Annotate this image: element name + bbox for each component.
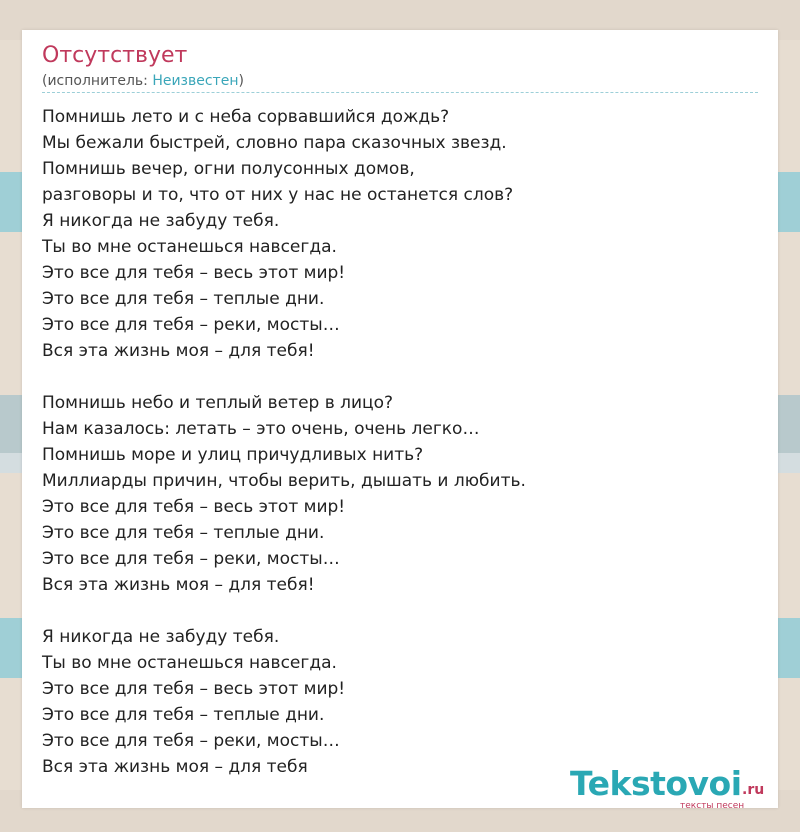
artist-line bbox=[42, 72, 244, 90]
artist-link[interactable]: Неизвестен bbox=[152, 73, 239, 89]
lyric-line: Помнишь вечер, огни полусонных домов, bbox=[42, 159, 415, 179]
lyric-line: Это все для тебя – теплые дни. bbox=[42, 705, 325, 725]
lyric-line: Ты во мне останешься навсегда. bbox=[42, 653, 337, 673]
lyric-line: Это все для тебя – реки, мосты… bbox=[42, 315, 340, 335]
lyric-line: Миллиарды причин, чтобы верить, дышать и любить. bbox=[42, 471, 526, 491]
lyric-line: Это все для тебя – весь этот мир! bbox=[42, 679, 346, 699]
artist-prefix: (исполнитель: bbox=[42, 73, 153, 89]
lyric-line: Это все для тебя – теплые дни. bbox=[42, 289, 325, 309]
stanza-gap bbox=[42, 598, 758, 624]
lyric-line: Помнишь море и улиц причудливых нить? bbox=[42, 445, 424, 465]
site-logo[interactable] bbox=[570, 766, 780, 810]
lyric-line: Я никогда не забуду тебя. bbox=[42, 211, 280, 231]
lyric-line: Вся эта жизнь моя – для тебя! bbox=[42, 575, 315, 595]
song-title: Отсутствует bbox=[42, 43, 188, 68]
stanza-gap bbox=[42, 364, 758, 390]
artist-suffix: ) bbox=[238, 73, 244, 89]
lyric-line: Это все для тебя – весь этот мир! bbox=[42, 497, 346, 517]
lyric-line: Помнишь небо и теплый ветер в лицо? bbox=[42, 393, 394, 413]
logo-text: Tekstovoi bbox=[570, 764, 742, 803]
lyric-line: Это все для тебя – теплые дни. bbox=[42, 523, 325, 543]
logo-tagline: тексты песен bbox=[680, 801, 745, 811]
lyric-line: Помнишь лето и с неба сорвавшийся дождь? bbox=[42, 107, 450, 127]
lyric-line: Мы бежали быстрей, словно пара сказочных звезд. bbox=[42, 133, 507, 153]
lyric-line: Я никогда не забуду тебя. bbox=[42, 627, 280, 647]
lyric-line: Это все для тебя – реки, мосты… bbox=[42, 731, 340, 751]
title-divider bbox=[42, 92, 758, 93]
lyric-line: Это все для тебя – реки, мосты… bbox=[42, 549, 340, 569]
logo-tld: .ru bbox=[742, 782, 765, 798]
lyrics-card bbox=[22, 30, 778, 811]
lyric-line: Это все для тебя – весь этот мир! bbox=[42, 263, 346, 283]
lyric-line: Вся эта жизнь моя – для тебя! bbox=[42, 341, 315, 361]
lyrics-text bbox=[42, 104, 758, 780]
lyric-line: Вся эта жизнь моя – для тебя bbox=[42, 757, 308, 777]
lyric-line: Нам казалось: летать – это очень, очень легко… bbox=[42, 419, 480, 439]
lyric-line: Ты во мне останешься навсегда. bbox=[42, 237, 337, 257]
lyric-line: разговоры и то, что от них у нас не останется слов? bbox=[42, 185, 514, 205]
